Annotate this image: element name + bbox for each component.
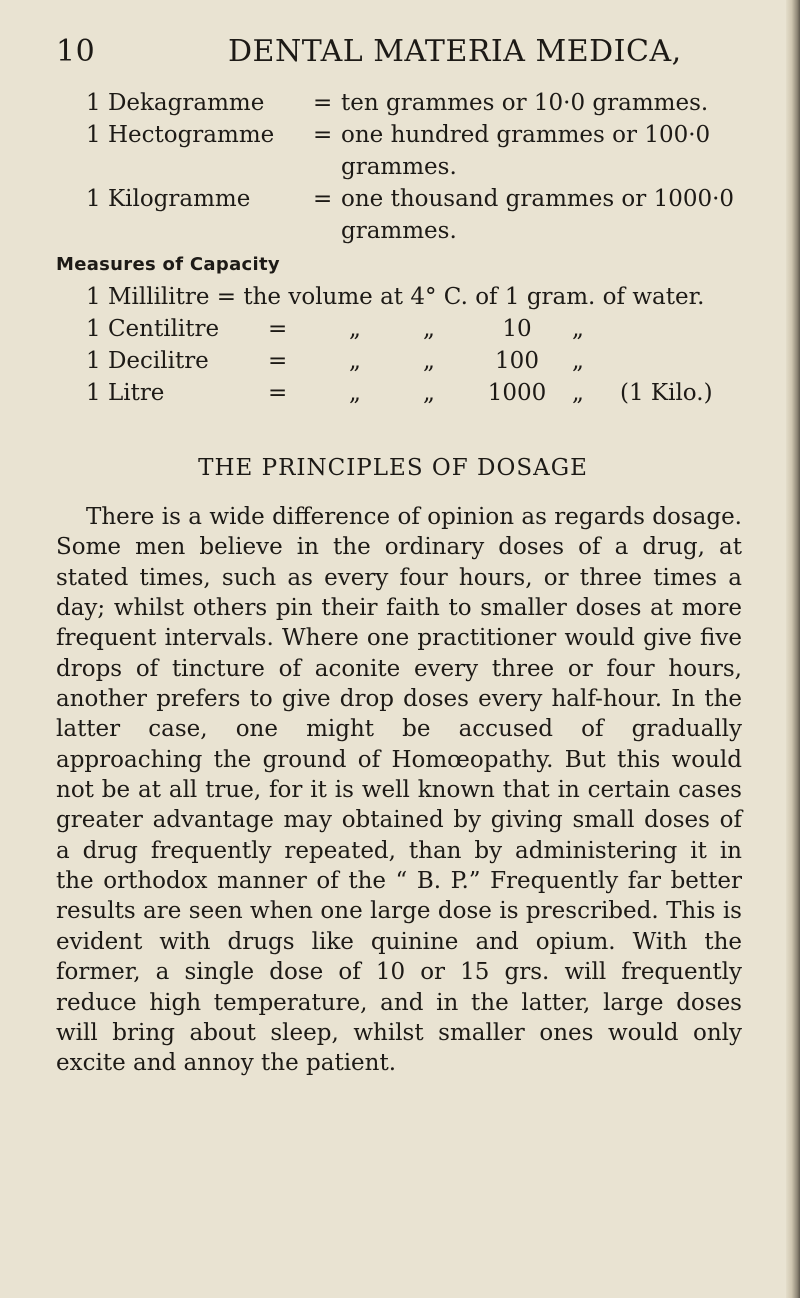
weight-unit: 1 Hectogramme (86, 122, 275, 148)
ditto-mark: „ (423, 380, 435, 406)
ditto-mark: „ (572, 380, 584, 406)
weight-definition: one hundred grammes or 100·0 (341, 122, 711, 148)
equals-sign: = (268, 316, 288, 342)
capacity-amount: 1000 (487, 380, 547, 406)
weight-definition-continuation: grammes. (341, 218, 457, 244)
capacity-unit: 1 Decilitre (86, 348, 209, 374)
weight-definition: one thousand grammes or 1000·0 (341, 186, 735, 212)
equals-sign: = (313, 122, 333, 148)
body-paragraph: There is a wide difference of opinion as regards dosage. Some men believe in the ordinary doses of a drug, at stated times, such as every four hours, or three times a day; whilst others pin their faith to smaller doses at more frequent intervals. Where one practitioner would give five drops of tincture of aconite every three or four hours, another prefers to give drop doses every half-hour. In the latter case, one might be accused of gradually approaching the ground of Homœopathy. But this would not be at all true, for it is well known that in certain cases greater advantage may obtained by giving small doses of a drug frequently repeated, than by administering it in the orthodox manner of the “ B. P.” Frequently far better results are seen when one large dose is prescribed. This is evident with drugs like quinine and opium. With the former, a single dose of 10 or 15 grs. will frequently reduce high temperature, and in the latter, large doses will bring about sleep, whilst smaller ones would only excite and annoy the patient. (56, 504, 742, 1077)
page-edge-shadow (786, 0, 800, 1298)
weight-unit: 1 Dekagramme (86, 90, 265, 116)
ditto-mark: „ (423, 348, 435, 374)
weight-definition: ten grammes or 10·0 grammes. (341, 90, 709, 116)
equals-sign: = (313, 186, 333, 212)
section-title: THE PRINCIPLES OF DOSAGE (198, 455, 588, 481)
capacity-amount: 10 (502, 316, 532, 342)
weight-definition-continuation: grammes. (341, 154, 457, 180)
page-header (56, 34, 746, 74)
running-title: DENTAL MATERIA MEDICA, (228, 34, 682, 69)
capacity-heading: Measures of Capacity (56, 254, 280, 275)
ditto-mark: „ (349, 380, 361, 406)
equals-sign: = (268, 380, 288, 406)
capacity-unit: 1 Litre (86, 380, 165, 406)
ditto-mark: „ (572, 316, 584, 342)
capacity-first-row: 1 Millilitre = the volume at 4° C. of 1 gram. of water. (86, 284, 705, 310)
ditto-mark: „ (423, 316, 435, 342)
capacity-amount: 100 (495, 348, 539, 374)
weight-unit: 1 Kilogramme (86, 186, 251, 212)
equals-sign: = (268, 348, 288, 374)
ditto-mark: „ (572, 348, 584, 374)
ditto-mark: „ (349, 316, 361, 342)
page-number: 10 (56, 34, 96, 69)
capacity-unit: 1 Centilitre (86, 316, 220, 342)
ditto-mark: „ (349, 348, 361, 374)
equals-sign: = (313, 90, 333, 116)
capacity-note: (1 Kilo.) (620, 380, 713, 406)
